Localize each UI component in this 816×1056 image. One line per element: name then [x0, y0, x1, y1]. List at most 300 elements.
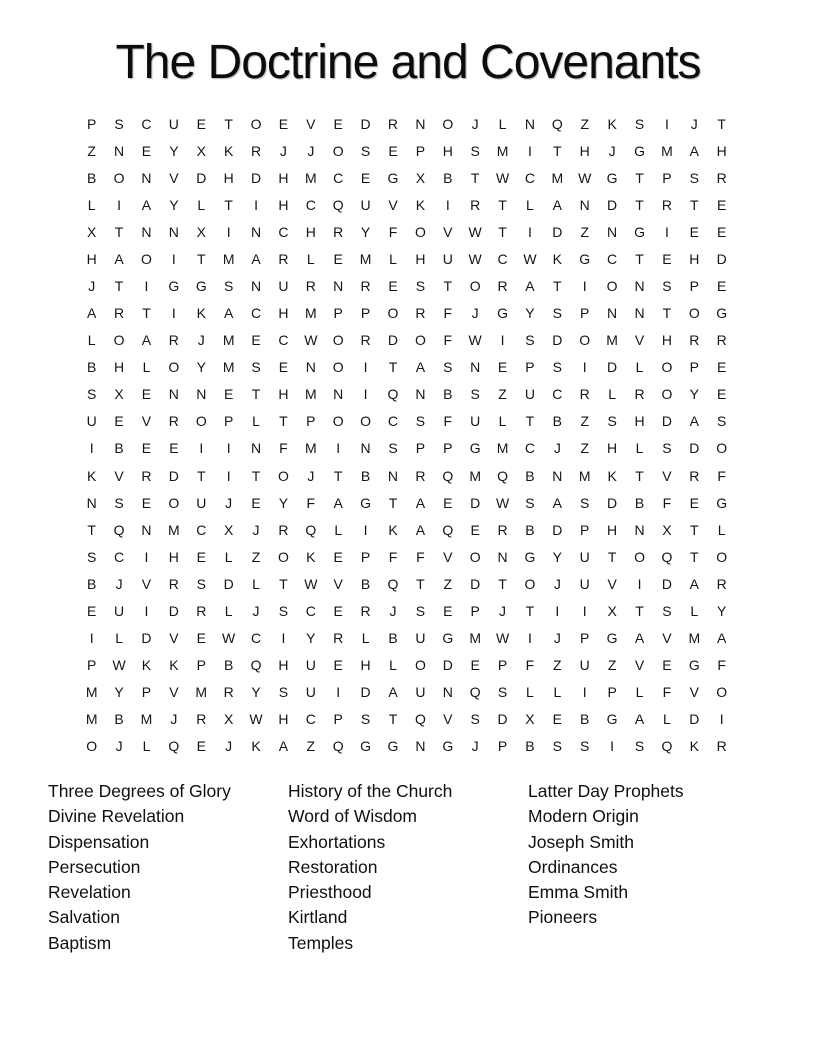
grid-letter: D	[168, 467, 179, 484]
grid-letter: G	[606, 630, 618, 647]
grid-letter: H	[607, 521, 618, 538]
grid-letter: M	[222, 332, 235, 349]
grid-letter: N	[634, 305, 645, 322]
grid-letter: A	[634, 630, 645, 647]
grid-letter: E	[196, 738, 206, 755]
grid-letter: I	[363, 359, 368, 376]
grid-letter: M	[469, 467, 481, 484]
word-list-item: Modern Origin	[528, 806, 639, 827]
grid-letter: O	[113, 169, 125, 186]
grid-letter: Y	[360, 223, 371, 240]
grid-letter: N	[634, 521, 645, 538]
grid-letter: S	[552, 305, 562, 322]
grid-letter: E	[223, 386, 234, 403]
grid-letter: S	[580, 494, 590, 511]
grid-letter: J	[252, 602, 260, 619]
grid-letter: B	[87, 575, 97, 592]
grid-letter: D	[360, 684, 371, 701]
grid-letter: W	[222, 630, 236, 647]
grid-letter: Y	[196, 359, 206, 376]
grid-letter: I	[226, 223, 231, 240]
grid-letter: Q	[387, 386, 399, 403]
grid-letter: O	[414, 657, 426, 674]
grid-letter: Q	[469, 684, 481, 701]
grid-letter: H	[634, 413, 645, 430]
grid-letter: H	[86, 250, 97, 267]
grid-letter: A	[634, 711, 645, 728]
grid-letter: D	[607, 494, 618, 511]
grid-letter: S	[278, 602, 289, 619]
grid-letter: H	[223, 169, 234, 186]
grid-letter: R	[579, 386, 590, 403]
grid-letter: C	[250, 630, 262, 647]
word-list-item: Emma Smith	[528, 882, 629, 903]
grid-letter: M	[304, 386, 317, 403]
grid-letter: O	[332, 142, 344, 159]
grid-letter: Q	[332, 738, 344, 755]
grid-letter: X	[415, 169, 426, 186]
grid-letter: L	[252, 413, 260, 430]
grid-letter: R	[689, 332, 700, 349]
grid-letter: C	[305, 602, 316, 619]
word-list-item: Exhortations	[288, 831, 386, 852]
grid-letter: G	[524, 548, 536, 565]
grid-letter: C	[196, 521, 207, 538]
grid-letter: Y	[169, 142, 179, 159]
grid-letter: H	[415, 250, 426, 267]
grid-letter: B	[223, 657, 234, 674]
grid-letter: E	[278, 115, 289, 132]
grid-letter: G	[606, 169, 618, 186]
grid-letter: Q	[113, 521, 125, 538]
grid-letter: A	[552, 196, 562, 213]
grid-letter: P	[415, 440, 426, 457]
grid-letter: L	[252, 575, 260, 592]
grid-letter: G	[442, 630, 454, 647]
grid-letter: O	[360, 413, 372, 430]
grid-letter: I	[445, 196, 450, 213]
grid-letter: G	[360, 738, 372, 755]
grid-letter: E	[360, 169, 371, 186]
grid-letter: E	[470, 657, 480, 674]
grid-letter: Y	[169, 196, 179, 213]
grid-letter: R	[250, 142, 262, 159]
grid-letter: Y	[306, 630, 316, 647]
grid-letter: F	[717, 467, 726, 484]
grid-letter: G	[688, 657, 700, 674]
grid-letter: S	[415, 278, 426, 294]
grid-letter: S	[662, 602, 672, 619]
grid-letter: F	[388, 548, 398, 565]
grid-letter: I	[582, 278, 587, 294]
grid-letter: T	[114, 278, 124, 294]
grid-letter: D	[661, 575, 672, 592]
grid-letter: B	[388, 630, 398, 647]
grid-letter: S	[87, 548, 97, 565]
grid-letter: L	[690, 602, 699, 619]
grid-letter: P	[607, 684, 617, 701]
grid-letter: Z	[580, 223, 589, 240]
grid-letter: O	[332, 332, 344, 349]
grid-letter: E	[552, 711, 562, 728]
grid-letter: O	[141, 250, 152, 267]
word-list-item: Revelation	[48, 882, 131, 903]
grid-letter: S	[196, 575, 206, 592]
grid-letter: H	[607, 440, 618, 457]
grid-letter: I	[199, 440, 204, 457]
grid-letter: C	[333, 169, 344, 186]
grid-letter: V	[388, 196, 398, 213]
word-list-column	[48, 779, 288, 956]
grid-letter: L	[526, 196, 534, 213]
grid-letter: F	[388, 223, 398, 240]
word-list-item: Divine Revelation	[48, 806, 185, 827]
grid-letter: E	[497, 359, 508, 376]
grid-letter: T	[251, 467, 261, 484]
grid-letter: Y	[525, 305, 535, 322]
word-list-item: Baptism	[48, 932, 112, 953]
grid-letter: E	[333, 602, 343, 619]
grid-letter: Y	[552, 548, 562, 565]
grid-letter: K	[388, 521, 398, 538]
grid-letter: I	[363, 386, 368, 403]
grid-letter: P	[306, 413, 316, 430]
grid-letter: E	[141, 386, 152, 403]
grid-letter: U	[415, 630, 426, 647]
grid-letter: S	[470, 142, 480, 159]
grid-letter: L	[635, 684, 644, 701]
grid-letter: J	[115, 575, 123, 592]
grid-letter: S	[87, 386, 97, 403]
grid-letter: T	[553, 142, 562, 159]
grid-letter: B	[580, 711, 590, 728]
grid-letter: T	[443, 278, 453, 294]
grid-letter: D	[387, 332, 399, 349]
grid-letter: G	[634, 223, 645, 240]
grid-letter: I	[89, 440, 94, 457]
grid-letter: J	[499, 602, 507, 619]
grid-letter: L	[224, 602, 233, 619]
grid-letter: I	[664, 115, 669, 132]
grid-letter: S	[497, 684, 508, 701]
grid-letter: H	[278, 169, 289, 186]
grid-letter: Z	[251, 548, 261, 565]
grid-letter: L	[306, 250, 315, 267]
grid-letter: S	[278, 684, 289, 701]
grid-letter: B	[525, 467, 535, 484]
grid-letter: D	[552, 332, 563, 349]
grid-letter: T	[690, 548, 699, 565]
grid-letter: D	[716, 250, 727, 267]
grid-letter: E	[141, 440, 152, 457]
grid-letter: M	[469, 630, 481, 647]
grid-letter: V	[169, 684, 179, 701]
grid-letter: F	[443, 413, 453, 430]
grid-letter: S	[388, 440, 398, 457]
grid-letter: X	[607, 602, 617, 619]
grid-letter: R	[661, 196, 672, 213]
grid-letter: D	[250, 169, 262, 186]
grid-letter: S	[525, 494, 535, 511]
grid-letter: L	[361, 630, 370, 647]
grid-letter: J	[553, 575, 561, 592]
grid-letter: L	[663, 711, 671, 728]
grid-letter: E	[251, 494, 261, 511]
grid-letter: I	[582, 602, 587, 619]
grid-letter: I	[144, 602, 149, 619]
grid-letter: Q	[497, 467, 508, 484]
grid-letter: G	[579, 250, 591, 267]
grid-letter: W	[468, 332, 482, 349]
grid-letter: M	[168, 521, 180, 538]
grid-letter: V	[333, 575, 343, 592]
word-list-item: Joseph Smith	[528, 831, 635, 852]
grid-letter: T	[553, 278, 562, 294]
grid-letter: L	[717, 521, 726, 538]
grid-letter: J	[307, 467, 315, 484]
grid-letter: O	[332, 359, 344, 376]
word-list-item: Restoration	[288, 856, 378, 877]
grid-letter: O	[387, 305, 399, 322]
grid-letter: M	[85, 684, 98, 701]
grid-letter: V	[443, 548, 453, 565]
word-list-item: Kirtland	[288, 907, 348, 928]
grid-letter: R	[196, 711, 207, 728]
grid-letter: Q	[551, 115, 563, 132]
grid-letter: Z	[607, 657, 617, 674]
grid-letter: O	[250, 115, 262, 132]
grid-letter: W	[304, 332, 318, 349]
grid-letter: O	[277, 467, 289, 484]
grid-letter: U	[86, 413, 97, 430]
grid-letter: S	[580, 738, 590, 755]
grid-letter: I	[528, 142, 532, 159]
grid-letter: R	[278, 521, 289, 538]
grid-letter: T	[388, 494, 398, 511]
grid-letter: O	[688, 305, 700, 322]
grid-letter: E	[443, 494, 453, 511]
grid-letter: Q	[332, 196, 344, 213]
grid-letter: O	[414, 223, 426, 240]
grid-letter: I	[500, 332, 505, 349]
grid-letter: I	[144, 278, 149, 294]
grid-letter: S	[415, 413, 426, 430]
grid-letter: X	[196, 223, 206, 240]
grid-letter: T	[635, 602, 644, 619]
grid-letter: W	[523, 250, 537, 267]
grid-letter: Y	[114, 684, 124, 701]
grid-letter: S	[470, 386, 480, 403]
grid-letter: C	[497, 250, 508, 267]
grid-letter: L	[142, 359, 151, 376]
grid-letter: E	[196, 548, 206, 565]
grid-letter: E	[388, 142, 398, 159]
grid-letter: R	[470, 196, 481, 213]
grid-letter: P	[580, 521, 590, 538]
grid-letter: H	[716, 142, 727, 159]
grid-letter: I	[171, 250, 176, 267]
grid-letter: N	[141, 223, 152, 240]
grid-letter: P	[689, 278, 699, 294]
grid-letter: A	[141, 196, 152, 213]
grid-letter: P	[333, 711, 343, 728]
grid-letter: L	[553, 684, 562, 701]
grid-letter: P	[360, 548, 371, 565]
grid-letter: K	[223, 142, 234, 159]
grid-letter: J	[225, 738, 233, 755]
grid-letter: W	[578, 169, 592, 186]
grid-letter: Y	[278, 494, 289, 511]
grid-letter: P	[497, 657, 508, 674]
grid-letter: R	[415, 305, 426, 322]
grid-letter: J	[252, 521, 260, 538]
grid-letter: L	[526, 684, 534, 701]
grid-letter: H	[278, 196, 289, 213]
grid-letter: H	[360, 657, 371, 674]
grid-letter: R	[689, 467, 700, 484]
grid-letter: R	[168, 413, 179, 430]
grid-letter: H	[579, 142, 590, 159]
grid-letter: Q	[387, 575, 399, 592]
grid-letter: P	[580, 630, 590, 647]
grid-letter: O	[414, 332, 426, 349]
grid-letter: I	[637, 575, 642, 592]
grid-letter: N	[250, 278, 262, 294]
grid-letter: G	[606, 711, 618, 728]
grid-letter: I	[528, 223, 532, 240]
grid-letter: R	[360, 332, 371, 349]
grid-letter: R	[333, 630, 344, 647]
grid-letter: P	[443, 440, 453, 457]
grid-letter: R	[305, 278, 316, 294]
grid-letter: W	[495, 169, 510, 186]
word-list-item: Ordinances	[528, 856, 618, 877]
grid-letter: D	[661, 413, 672, 430]
grid-letter: O	[661, 359, 673, 376]
grid-letter: S	[607, 413, 617, 430]
grid-letter: P	[497, 738, 508, 755]
grid-letter: S	[415, 602, 426, 619]
grid-letter: Z	[87, 142, 96, 159]
grid-letter: P	[87, 657, 97, 674]
grid-letter: P	[87, 115, 97, 132]
grid-letter: P	[662, 169, 672, 186]
grid-letter: I	[528, 630, 532, 647]
grid-letter: H	[305, 223, 316, 240]
grid-letter: P	[525, 359, 535, 376]
grid-letter: O	[469, 278, 481, 294]
grid-letter: A	[114, 250, 124, 267]
grid-letter: S	[552, 359, 562, 376]
grid-letter: N	[442, 684, 453, 701]
grid-letter: S	[360, 711, 371, 728]
grid-letter: I	[363, 521, 368, 538]
word-list-column	[528, 779, 768, 956]
grid-letter: F	[525, 657, 535, 674]
grid-letter: L	[635, 359, 644, 376]
grid-letter: T	[635, 467, 644, 484]
grid-letter: U	[114, 602, 125, 619]
grid-letter: H	[689, 250, 700, 267]
grid-letter: D	[360, 115, 371, 132]
grid-letter: S	[114, 494, 124, 511]
word-list-item: History of the Church	[288, 781, 453, 801]
grid-letter: N	[415, 738, 426, 755]
grid-letter: N	[141, 169, 152, 186]
grid-letter: T	[388, 711, 398, 728]
grid-letter: G	[387, 169, 399, 186]
grid-letter: K	[141, 657, 152, 674]
grid-letter: A	[689, 413, 699, 430]
grid-letter: C	[524, 440, 535, 457]
grid-letter: O	[113, 332, 125, 349]
grid-letter: X	[223, 521, 234, 538]
grid-letter: G	[442, 738, 454, 755]
grid-letter: E	[333, 250, 343, 267]
grid-letter: D	[689, 440, 700, 457]
grid-letter: J	[608, 142, 616, 159]
grid-letter: O	[524, 575, 536, 592]
grid-letter: G	[497, 305, 508, 322]
grid-letter: O	[277, 548, 289, 565]
grid-letter: X	[662, 521, 672, 538]
grid-letter: C	[278, 223, 289, 240]
grid-letter: O	[168, 359, 180, 376]
grid-letter: S	[634, 738, 645, 755]
grid-letter: B	[634, 494, 645, 511]
grid-letter: V	[689, 684, 699, 701]
grid-letter: T	[196, 467, 206, 484]
grid-letter: V	[114, 467, 124, 484]
grid-letter: H	[661, 332, 672, 349]
grid-letter: T	[635, 169, 644, 186]
grid-letter: U	[579, 548, 590, 565]
grid-letter: G	[195, 278, 207, 294]
grid-letter: L	[608, 386, 617, 403]
grid-letter: P	[333, 305, 343, 322]
grid-letter: C	[114, 548, 125, 565]
grid-letter: Q	[414, 711, 426, 728]
grid-letter: T	[224, 196, 233, 213]
grid-letter: O	[195, 413, 207, 430]
grid-letter: T	[690, 196, 699, 213]
grid-letter: G	[469, 440, 481, 457]
grid-letter: P	[223, 413, 234, 430]
grid-letter: T	[279, 575, 288, 592]
grid-letter: T	[498, 196, 507, 213]
grid-letter: I	[226, 440, 231, 457]
grid-letter: T	[142, 305, 151, 322]
grid-letter: E	[717, 223, 727, 240]
grid-letter: Y	[251, 684, 261, 701]
word-list-item: Persecution	[48, 856, 141, 877]
grid-letter: Z	[580, 413, 589, 430]
grid-letter: E	[141, 494, 152, 511]
grid-letter: H	[114, 359, 125, 376]
word-list-item: Temples	[288, 932, 354, 953]
grid-letter: Q	[168, 738, 180, 755]
grid-letter: P	[689, 359, 699, 376]
grid-letter: N	[250, 223, 262, 240]
grid-letter: A	[388, 684, 398, 701]
word-list	[48, 779, 788, 956]
grid-letter: C	[305, 196, 316, 213]
grid-letter: W	[304, 575, 318, 592]
grid-letter: J	[115, 738, 123, 755]
grid-letter: E	[333, 548, 343, 565]
grid-letter: N	[497, 548, 508, 565]
word-list-item: Word of Wisdom	[288, 806, 418, 827]
